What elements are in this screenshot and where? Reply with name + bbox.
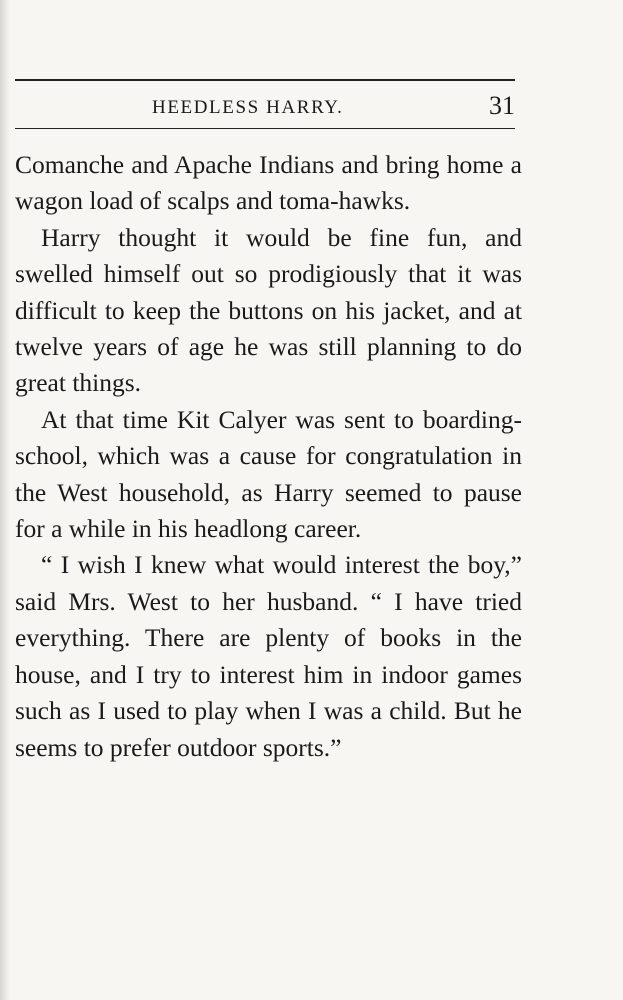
- paragraph: “ I wish I knew what would interest the boy,” said Mrs. West to her husband. “ I have tried everything. There are plenty of books in the house, and I try to interest him in indoor games such as I used to play when I was a child. But he seems to prefer outdoor sports.”: [15, 550, 522, 762]
- header-rule-bottom: [15, 128, 515, 129]
- header-rule-top: [15, 79, 515, 81]
- paragraph: At that time Kit Calyer was sent to boarding-school, which was a cause for congratulation in the West household, as Harry seemed to pause for a while in his headlong career.: [15, 404, 522, 544]
- running-head: HEEDLESS HARRY.: [152, 97, 344, 118]
- page-number: 31: [489, 91, 515, 120]
- paragraph-continued: Comanche and Apache Indians and bring home a wagon load of scalps and toma-hawks.: [15, 150, 522, 216]
- body-text: [15, 147, 522, 766]
- page-header: [15, 93, 515, 123]
- paragraph: Harry thought it would be fine fun, and swelled himself out so prodigiously that it was difficult to keep the buttons on his jacket, and at twelve years of age he was still planning to do great things.: [15, 222, 522, 398]
- page-gutter-edge: [0, 0, 10, 1000]
